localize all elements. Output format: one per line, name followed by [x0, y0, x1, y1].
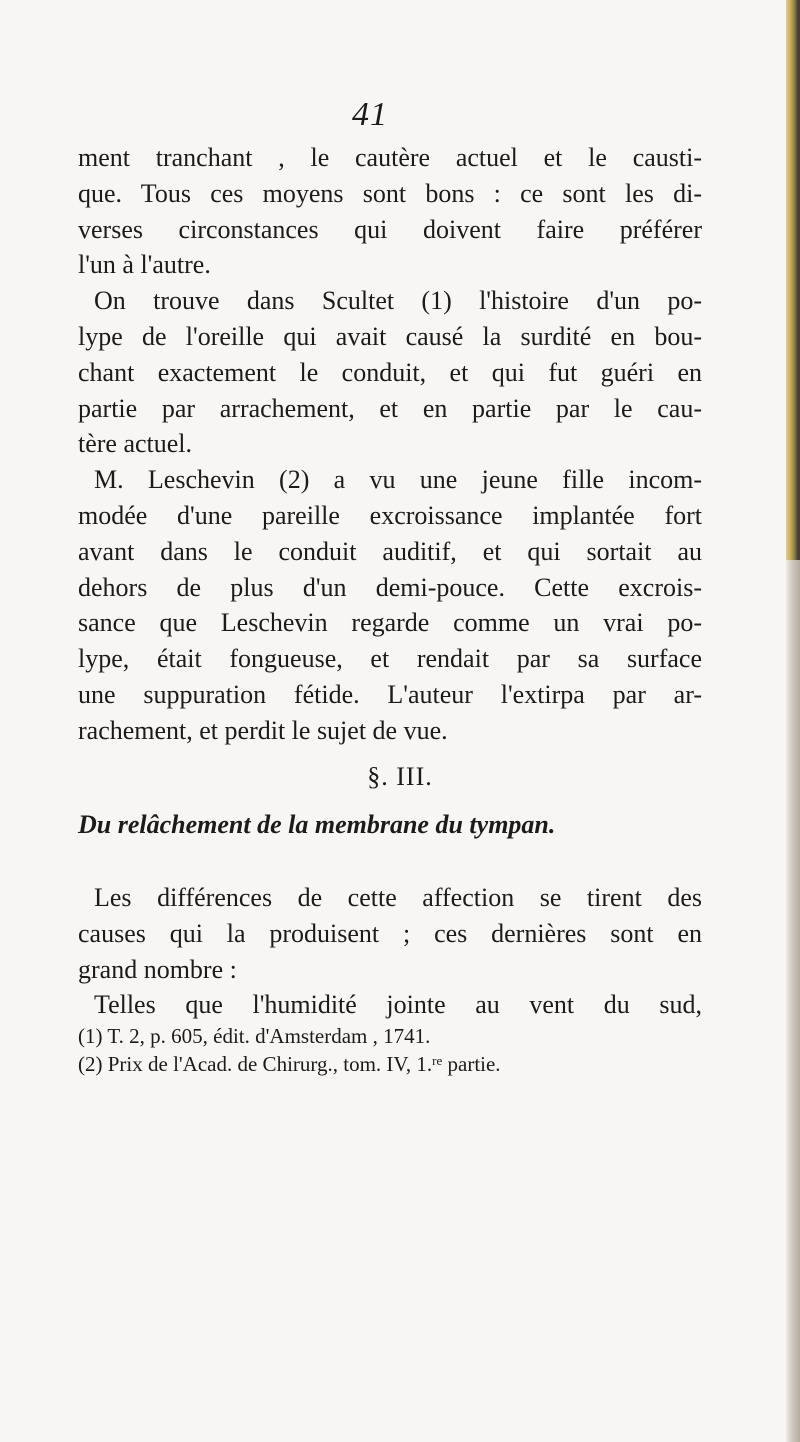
- text-line: l'un à l'autre.: [78, 250, 211, 280]
- text-line: partie par arrachement, et en partie par le cau-: [78, 393, 702, 423]
- footnote-2: [78, 1050, 718, 1078]
- text-line: avant dans le conduit auditif, et qui sortait au: [78, 536, 702, 566]
- footnotes: [78, 1022, 718, 1078]
- footnote-1: (1) T. 2, p. 605, édit. d'Amsterdam , 1741.: [78, 1024, 431, 1048]
- section-title: Du relâchement de la membrane du tympan.: [78, 810, 556, 839]
- footnote-2-text: (2) Prix de l'Acad. de Chirurg., tom. IV, 1.: [78, 1052, 433, 1076]
- main-paragraphs: [78, 140, 702, 749]
- footnote-2-superscript: re: [432, 1053, 443, 1068]
- text-line: causes qui la produisent ; ces dernières sont en: [78, 918, 702, 948]
- text-line: Les différences de cette affection se tirent des: [94, 883, 702, 912]
- text-line: M. Leschevin (2) a vu une jeune fille incom-: [94, 465, 702, 495]
- text-line: Telles que l'humidité jointe au vent du sud,: [94, 990, 702, 1020]
- text-line: dehors de plus d'un demi-pouce. Cette excrois-: [78, 572, 702, 602]
- text-line: une suppuration fétide. L'auteur l'extirpa par ar-: [78, 679, 702, 709]
- text-line: modée d'une pareille excroissance implantée fort: [78, 500, 702, 530]
- text-line: lype de l'oreille qui avait causé la surdité en bou-: [78, 321, 702, 351]
- text-line: tère actuel.: [78, 429, 193, 459]
- text-line: rachement, et perdit le sujet de vue.: [78, 715, 448, 745]
- footnote-2-text-end: partie.: [442, 1052, 501, 1076]
- text-line: sance que Leschevin regarde comme un vrai po-: [78, 608, 702, 638]
- page-edge-shadow: [786, 560, 800, 1442]
- text-line: grand nombre :: [78, 954, 237, 984]
- text-line: chant exactement le conduit, et qui fut guéri en: [78, 357, 702, 387]
- page-edge-binding: [786, 0, 800, 560]
- text-line: que. Tous ces moyens sont bons : ce sont les di-: [78, 178, 702, 208]
- section-paragraph: [78, 880, 702, 1023]
- page-number: 41: [352, 96, 388, 133]
- text-line: verses circonstances qui doivent faire préférer: [78, 214, 702, 244]
- section-number: §. III.: [367, 762, 433, 791]
- text-line: ment tranchant , le cautère actuel et le causti-: [78, 143, 702, 172]
- text-line: lype, était fongueuse, et rendait par sa surface: [78, 644, 702, 674]
- text-line: On trouve dans Scultet (1) l'histoire d'un po-: [94, 286, 702, 316]
